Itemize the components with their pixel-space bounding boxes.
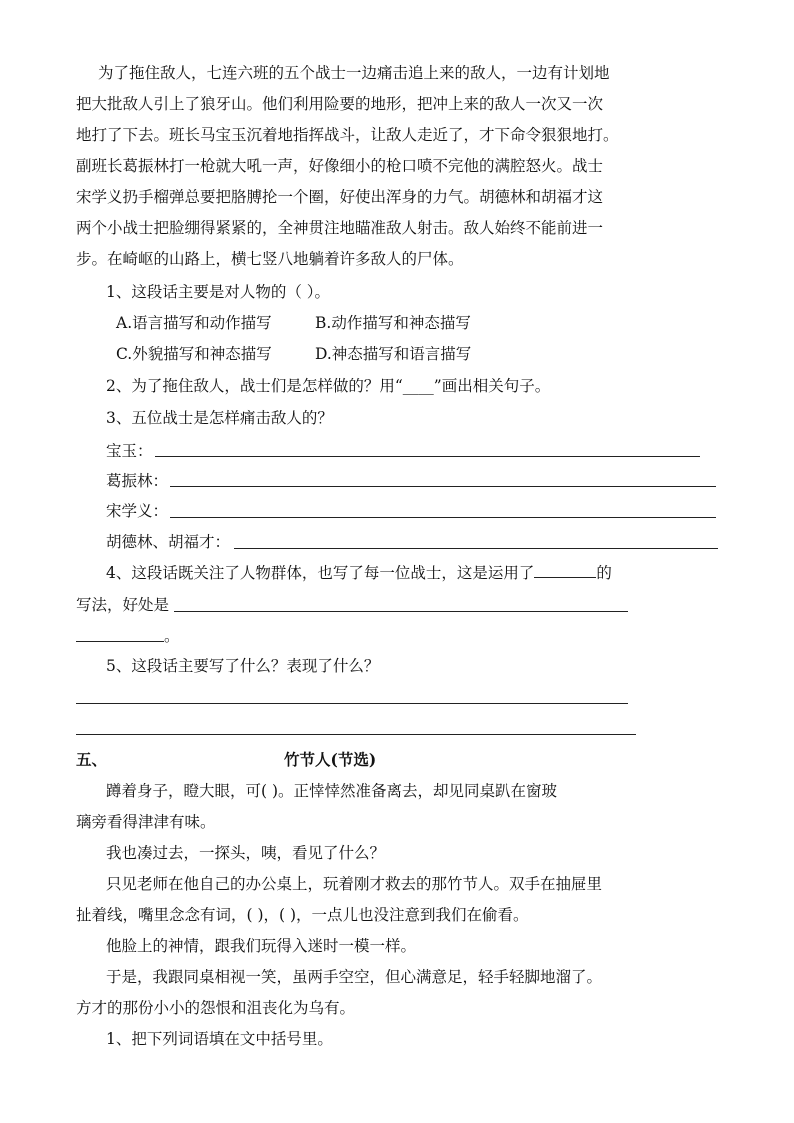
passage-line: 于是，我跟同桌相视一笑，虽两手空空，但心满意足，轻手轻脚地溜了。 bbox=[106, 968, 603, 986]
question-4-line2: 写法，好处是 bbox=[76, 596, 170, 614]
fill-blank[interactable] bbox=[534, 563, 596, 578]
answer-label-hu: 胡德林、胡福才： bbox=[106, 533, 231, 551]
question-4-suffix: 的 bbox=[596, 564, 612, 582]
passage-line: 只见老师在他自己的办公桌上，玩着刚才救去的那竹节人。双手在抽屉里 bbox=[106, 875, 603, 893]
answer-label-gezhenlin: 葛振林： bbox=[106, 472, 169, 490]
question-3: 3、五位战士是怎样痛击敌人的？ bbox=[106, 409, 333, 427]
answer-line-q4[interactable] bbox=[174, 611, 628, 612]
option-c[interactable]: C.外貌描写和神态描写 bbox=[116, 345, 272, 363]
answer-line-songxueyi[interactable] bbox=[170, 517, 716, 518]
passage-line: 方才的那份小小的怨恨和沮丧化为乌有。 bbox=[76, 999, 356, 1017]
question-4 bbox=[106, 563, 612, 583]
option-b[interactable]: B.动作描写和神态描写 bbox=[315, 314, 471, 332]
passage-line: 我也凑过去，一探头，咦，看见了什么？ bbox=[106, 844, 386, 862]
answer-line-q4-cont[interactable] bbox=[76, 641, 164, 642]
period: 。 bbox=[164, 627, 180, 645]
passage-line: 两个小战士把脸绷得紧紧的，全神贯注地瞄准敌人射击。敌人始终不能前进一 bbox=[76, 219, 604, 237]
option-a[interactable]: A.语言描写和动作描写 bbox=[116, 314, 272, 332]
passage-line: 蹲着身子，瞪大眼，可( )。正悻悻然准备离去，却见同桌趴在窗玻 bbox=[106, 782, 558, 800]
passage-line: 把大批敌人引上了狼牙山。他们利用险要的地形，把冲上来的敌人一次又一次 bbox=[76, 95, 604, 113]
answer-line-q5-1[interactable] bbox=[76, 703, 628, 704]
answer-line-gezhenlin[interactable] bbox=[170, 486, 716, 487]
passage-line: 副班长葛振林打一枪就大吼一声，好像细小的枪口喷不完他的满腔怒火。战士 bbox=[76, 157, 604, 175]
question-1-section5: 1、把下列词语填在文中括号里。 bbox=[106, 1030, 333, 1048]
passage-line: 地打了下去。班长马宝玉沉着地指挥战斗，让敌人走近了，才下命令狠狠地打。 bbox=[76, 126, 619, 144]
answer-label-baoyu: 宝玉： bbox=[106, 442, 153, 460]
passage-line: 步。在崎岖的山路上，横七竖八地躺着许多敌人的尸体。 bbox=[76, 250, 464, 268]
option-d[interactable]: D.神态描写和语言描写 bbox=[315, 345, 472, 363]
passage-line: 扯着线，嘴里念念有词，( )，( )，一点儿也没注意到我们在偷看。 bbox=[76, 906, 529, 924]
answer-label-songxueyi: 宋学义： bbox=[106, 502, 169, 520]
passage-line: 宋学义扔手榴弹总要把胳膊抡一个圈，好使出浑身的力气。胡德林和胡福才这 bbox=[76, 188, 604, 206]
answer-line-baoyu[interactable] bbox=[155, 456, 700, 457]
answer-line-q5-2[interactable] bbox=[76, 734, 636, 735]
passage-line: 为了拖住敌人，七连六班的五个战士一边痛击追上来的敌人，一边有计划地 bbox=[98, 64, 610, 82]
question-2: 2、为了拖住敌人，战士们是怎样做的？用“____”画出相关句子。 bbox=[106, 377, 551, 395]
answer-line-hu[interactable] bbox=[234, 548, 718, 549]
passage-line: 璃旁看得津津有味。 bbox=[76, 813, 216, 831]
section-title: 竹节人(节选) bbox=[284, 750, 377, 769]
question-4-text: 4、这段话既关注了人物群体，也写了每一位战士，这是运用了 bbox=[106, 564, 535, 582]
section-number: 五、 bbox=[76, 750, 108, 769]
question-1: 1、这段话主要是对人物的（ ）。 bbox=[106, 283, 331, 301]
passage-line: 他脸上的神情，跟我们玩得入迷时一模一样。 bbox=[106, 937, 417, 955]
question-5: 5、这段话主要写了什么？表现了什么？ bbox=[106, 657, 380, 675]
